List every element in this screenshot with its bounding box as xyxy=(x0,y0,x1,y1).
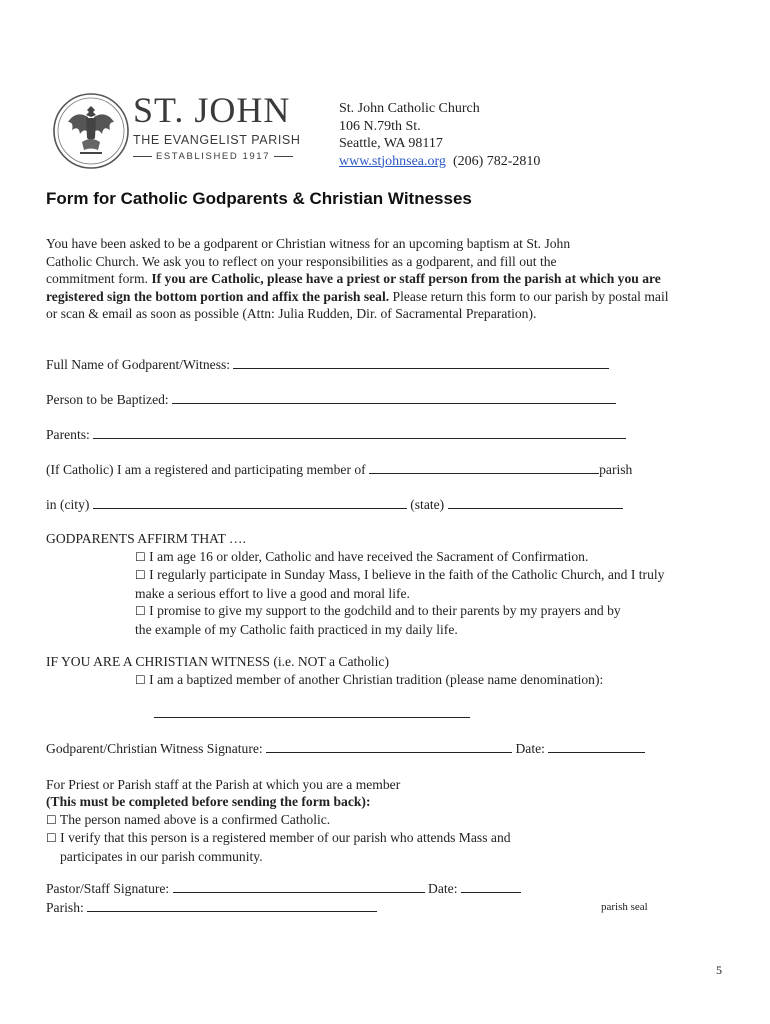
divider-left xyxy=(133,156,152,157)
parish-row xyxy=(46,899,377,916)
full-name-field[interactable] xyxy=(233,356,609,369)
staff-check-text: I verify that this person is a registered member of our parish who attends Mass and xyxy=(60,830,511,846)
intro-line xyxy=(46,270,736,288)
staff-intro: For Priest or Parish staff at the Parish at which you are a member xyxy=(46,777,401,792)
member-parish-field[interactable] xyxy=(369,461,599,474)
denomination-field[interactable] xyxy=(154,705,470,718)
date-field[interactable] xyxy=(548,740,645,753)
website-link[interactable]: www.stjohnsea.org xyxy=(339,153,446,169)
intro-paragraph xyxy=(46,235,736,323)
church-address xyxy=(339,100,540,170)
affirm-text: I promise to give my support to the godchild and to their parents by my prayers and by xyxy=(149,603,621,619)
checkbox[interactable]: ☐ xyxy=(46,812,57,827)
parish-suffix: parish xyxy=(599,462,633,477)
city-state-row xyxy=(46,496,623,513)
signature-field[interactable] xyxy=(266,740,512,753)
checkbox[interactable]: ☐ xyxy=(135,673,146,687)
intro-line: You have been asked to be a godparent or Christian witness for an upcoming baptism at St. John xyxy=(46,236,571,251)
intro-line: Catholic Church. We ask you to reflect on your responsibilities as a godparent, and fill out the xyxy=(46,253,557,269)
parents-label: Parents: xyxy=(46,427,90,442)
witness-heading: IF YOU ARE A CHRISTIAN WITNESS (i.e. NOT a Catholic) xyxy=(46,654,389,669)
full-name-row xyxy=(46,356,609,373)
staff-instruction xyxy=(46,793,511,810)
pastor-signature-label: Pastor/Staff Signature: xyxy=(46,881,170,896)
address-line-2: 106 N.79th St. xyxy=(339,118,421,134)
staff-check-item xyxy=(46,811,511,829)
checkbox[interactable]: ☐ xyxy=(46,831,57,846)
member-of-label: (If Catholic) I am a registered and participating member of xyxy=(46,462,366,477)
form-title: Form for Catholic Godparents & Christian Witnesses xyxy=(46,189,472,208)
staff-section xyxy=(46,776,511,865)
parish-field[interactable] xyxy=(87,899,377,912)
pastor-date-field[interactable] xyxy=(461,880,521,893)
checkbox[interactable]: ☐ xyxy=(135,568,146,583)
affirm-heading: GODPARENTS AFFIRM THAT …. xyxy=(46,531,246,546)
pastor-date-label: Date: xyxy=(428,881,458,896)
address-line-1: St. John Catholic Church xyxy=(339,101,480,116)
signature-label: Godparent/Christian Witness Signature: xyxy=(46,741,263,756)
staff-instruction-text: (This must be completed before sending the form back): xyxy=(46,794,371,810)
affirm-item xyxy=(135,566,664,584)
parish-subtitle: THE EVANGELIST PARISH xyxy=(133,133,301,147)
checkbox[interactable]: ☐ xyxy=(135,550,146,564)
affirm-item xyxy=(135,602,664,620)
affirm-text: I regularly participate in Sunday Mass, I believe in the faith of the Catholic Church, and I truly xyxy=(149,567,665,583)
intro-text: commitment form. xyxy=(46,271,152,287)
parents-row xyxy=(46,426,626,443)
parish-name: ST. JOHN xyxy=(133,90,291,130)
intro-bold-text: If you are Catholic, please have a priest or staff person from the parish at which you are xyxy=(151,271,661,287)
intro-bold-text: registered sign the bottom portion and affix the parish seal. xyxy=(46,288,390,304)
person-baptized-row xyxy=(46,391,616,408)
state-field[interactable] xyxy=(448,496,623,509)
staff-check-item xyxy=(46,829,511,847)
parents-field[interactable] xyxy=(93,426,626,439)
affirm-text: I am age 16 or older, Catholic and have received the Sacrament of Confirmation. xyxy=(149,549,589,564)
phone-number: (206) 782-2810 xyxy=(452,153,541,169)
full-name-label: Full Name of Godparent/Witness: xyxy=(46,357,231,372)
member-of-row xyxy=(46,461,632,478)
parish-seal-label: parish seal xyxy=(601,901,648,913)
city-label: in (city) xyxy=(46,497,90,512)
affirm-continuation: the example of my Catholic faith practiced in my daily life. xyxy=(135,621,458,637)
staff-check-continuation: participates in our parish community. xyxy=(60,848,263,864)
address-line-3: Seattle, WA 98117 xyxy=(339,136,443,151)
state-label: (state) xyxy=(410,497,445,512)
established-banner xyxy=(133,151,293,162)
pastor-signature-row xyxy=(46,880,521,897)
parish-label: Parish: xyxy=(46,900,84,915)
affirm-continuation: make a serious effort to live a good and moral life. xyxy=(135,585,410,601)
eagle-seal-icon xyxy=(52,92,130,170)
pastor-signature-field[interactable] xyxy=(173,880,425,893)
page-number: 5 xyxy=(716,963,722,977)
intro-line xyxy=(46,288,736,306)
person-baptized-field[interactable] xyxy=(172,391,616,404)
witness-text: I am a baptized member of another Christian tradition (please name denomination): xyxy=(149,672,604,687)
city-field[interactable] xyxy=(93,496,407,509)
date-label: Date: xyxy=(515,741,545,756)
witness-item xyxy=(135,671,603,689)
intro-text: Please return this form to our parish by postal mail xyxy=(389,288,669,304)
person-baptized-label: Person to be Baptized: xyxy=(46,392,169,407)
staff-check-text: The person named above is a confirmed Catholic. xyxy=(59,811,331,827)
established-text: ESTABLISHED 1917 xyxy=(155,151,271,162)
signature-row xyxy=(46,740,645,757)
checkbox[interactable]: ☐ xyxy=(135,604,146,619)
intro-line: or scan & email as soon as possible (Attn: Julia Rudden, Dir. of Sacramental Preparation). xyxy=(46,306,537,322)
affirm-list xyxy=(135,548,664,638)
divider-right xyxy=(274,156,293,157)
affirm-item xyxy=(135,548,664,566)
contact-line xyxy=(339,153,540,171)
